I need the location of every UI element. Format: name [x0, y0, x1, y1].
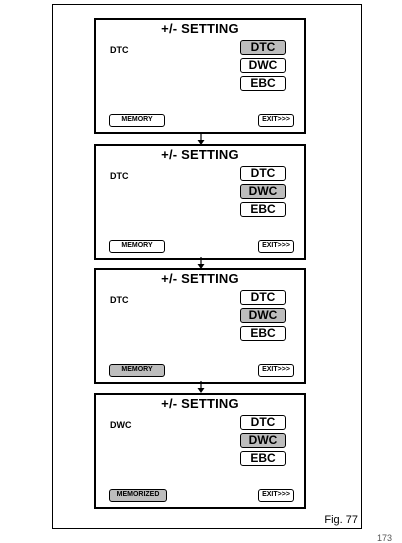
- current-mode-label: DTC: [110, 171, 129, 181]
- option-dwc[interactable]: DWC: [240, 184, 286, 199]
- option-dwc[interactable]: DWC: [240, 433, 286, 448]
- page-number: 173: [376, 533, 392, 543]
- exit-button[interactable]: EXIT>>>: [258, 114, 294, 127]
- screen-title: +/- SETTING: [161, 21, 239, 36]
- down-arrow-icon: [196, 381, 206, 393]
- memory-button[interactable]: MEMORY: [109, 364, 165, 377]
- option-dwc[interactable]: DWC: [240, 308, 286, 323]
- memory-button[interactable]: MEMORY: [109, 114, 165, 127]
- screen-title: +/- SETTING: [161, 396, 239, 411]
- figure-caption: Fig. 77: [324, 514, 358, 526]
- setting-screen-3: [94, 268, 306, 384]
- option-ebc[interactable]: EBC: [240, 326, 286, 341]
- exit-button[interactable]: EXIT>>>: [258, 489, 294, 502]
- current-mode-label: DWC: [110, 420, 132, 430]
- screen-title: +/- SETTING: [161, 271, 239, 286]
- option-ebc[interactable]: EBC: [240, 451, 286, 466]
- screen-title: +/- SETTING: [161, 147, 239, 162]
- option-dtc[interactable]: DTC: [240, 290, 286, 305]
- option-dtc[interactable]: DTC: [240, 166, 286, 181]
- memorized-button[interactable]: MEMORIZED: [109, 489, 167, 502]
- exit-button[interactable]: EXIT>>>: [258, 240, 294, 253]
- setting-screen-2: [94, 144, 306, 260]
- setting-screen-4: [94, 393, 306, 509]
- option-ebc[interactable]: EBC: [240, 76, 286, 91]
- option-dtc[interactable]: DTC: [240, 415, 286, 430]
- current-mode-label: DTC: [110, 45, 129, 55]
- exit-button[interactable]: EXIT>>>: [258, 364, 294, 377]
- option-dtc[interactable]: DTC: [240, 40, 286, 55]
- memory-button[interactable]: MEMORY: [109, 240, 165, 253]
- current-mode-label: DTC: [110, 295, 129, 305]
- option-dwc[interactable]: DWC: [240, 58, 286, 73]
- setting-screen-1: [94, 18, 306, 134]
- option-ebc[interactable]: EBC: [240, 202, 286, 217]
